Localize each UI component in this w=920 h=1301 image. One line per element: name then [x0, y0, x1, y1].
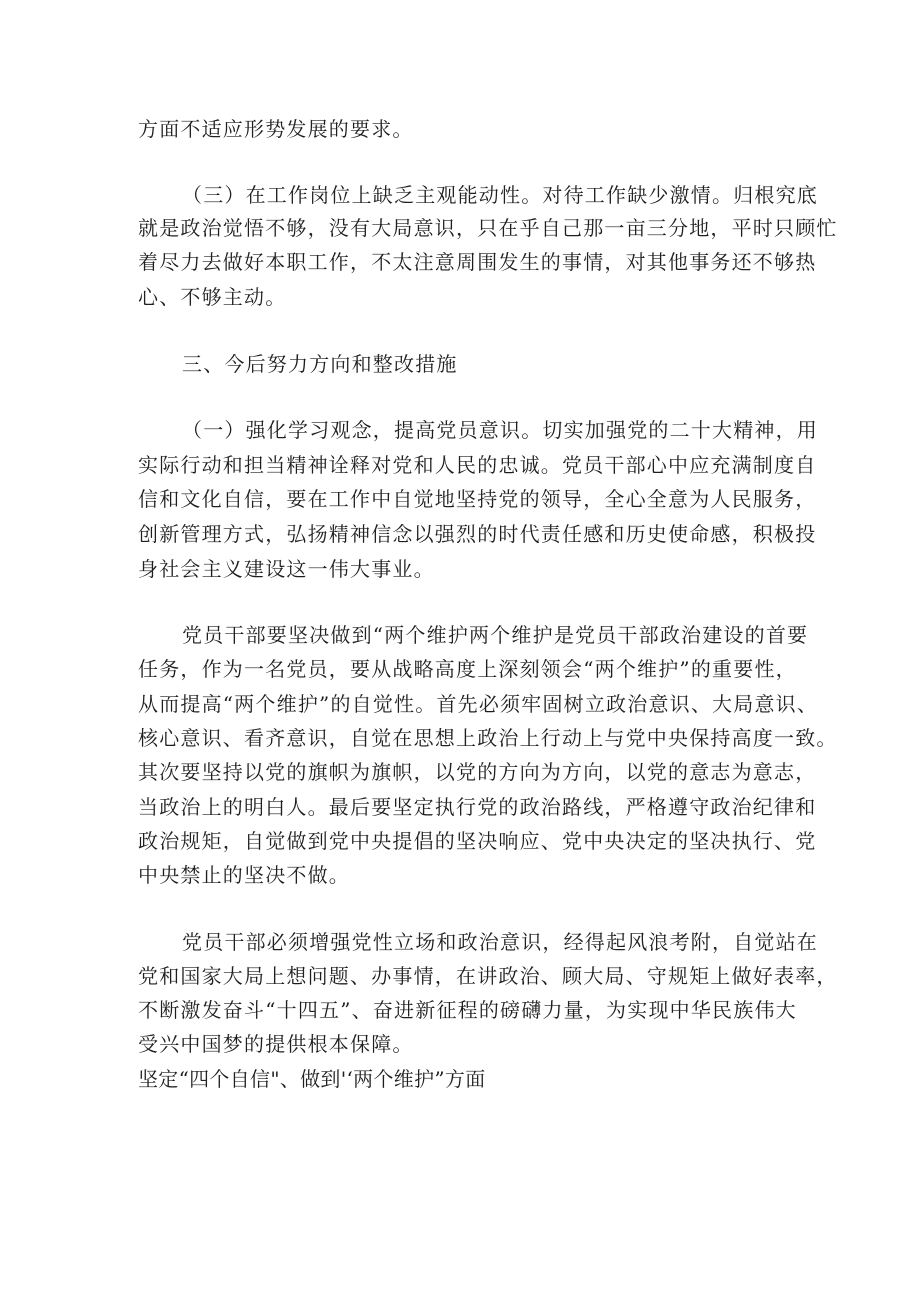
text-line: （一）强化学习观念，提高党员意识。切实加强党的二十大精神，用 — [182, 418, 818, 442]
text-line: 党员干部必须增强党性立场和政治意识，经得起风浪考附，自觉站在 — [182, 930, 818, 954]
text-line: 创新管理方式，弘扬精神信念以强烈的时代责任感和历史使命感，积极投 — [138, 522, 817, 546]
text-line: 党员干部要坚决做到“两个维护两个维护是党员干部政治建设的首要 — [182, 623, 809, 647]
text-line: 实际行动和担当精神诠释对党和人民的忠诚。党员干部心中应充满制度自 — [138, 453, 817, 477]
text-line: 党和国家大局上想问题、办事情，在讲政治、顾大局、守规矩上做好表率， — [138, 964, 838, 988]
text-line: 身社会主义建设这一伟大事业。 — [138, 557, 435, 581]
text-line: 方面不适应形势发展的要求。 — [138, 117, 414, 141]
text-line: （三）在工作岗位上缺乏主观能动性。对待工作缺少激情。归根究底 — [182, 183, 818, 207]
text-line: 心、不够主动。 — [138, 285, 287, 309]
text-line: 从而提高“两个维护”的自觉性。首先必须牢固树立政治意识、大局意识、 — [138, 692, 819, 716]
text-line: 坚定“四个自信"、做到'‘两个维护”方面 — [138, 1067, 486, 1091]
text-line: 其次要坚持以党的旗帜为旗帜，以党的方向为方向，以党的意志为意志， — [138, 760, 817, 784]
section-heading: 三、今后努力方向和整改措施 — [182, 352, 458, 376]
text-line: 不断激发奋斗“十四五”、奋进新征程的磅礴力量，为实现中华民族伟大 — [138, 998, 797, 1022]
text-line: 中央禁止的坚决不做。 — [138, 863, 350, 887]
text-line: 就是政治觉悟不够，没有大局意识，只在乎自己那一亩三分地，平时只顾忙 — [138, 216, 838, 240]
text-line: 当政治上的明白人。最后要坚定执行党的政治路线，严格遵守政治纪律和 — [138, 795, 817, 819]
text-line: 核心意识、看齐意识，自觉在思想上政治上行动上与党中央保持高度一致。 — [138, 726, 838, 750]
text-line: 任务，作为一名党员，要从战略高度上深刻领会“两个维护”的重要性， — [138, 657, 797, 681]
text-line: 信和文化自信，要在工作中自觉地坚持党的领导，全心全意为人民服务， — [138, 487, 817, 511]
text-line: 政治规矩，自觉做到党中央提倡的坚决响应、党中央决定的坚决执行、党 — [138, 829, 817, 853]
text-line: 受兴中国梦的提供根本保障。 — [138, 1032, 414, 1056]
text-line: 着尽力去做好本职工作，不太注意周围发生的事情，对其他事务还不够热 — [138, 250, 817, 274]
